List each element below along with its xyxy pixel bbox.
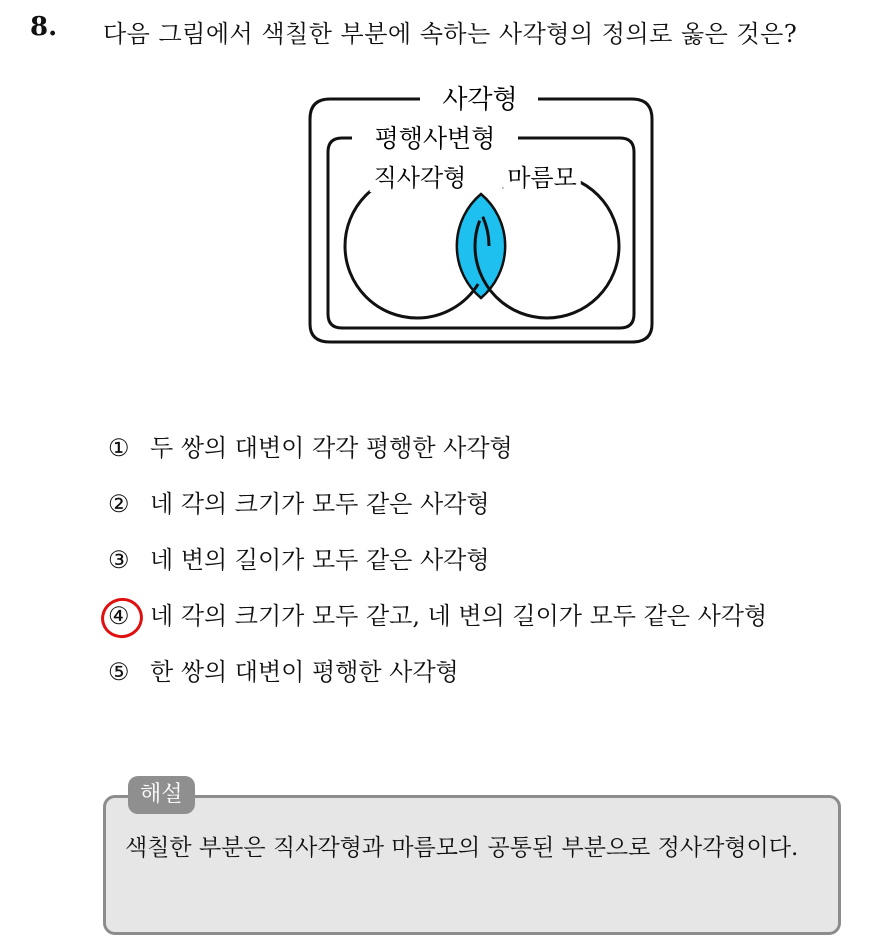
explanation-text: 색칠한 부분은 직사각형과 마름모의 공통된 부분으로 정사각형이다. (125, 835, 799, 861)
question-text: 다음 그림에서 색칠한 부분에 속하는 사각형의 정의로 옳은 것은? (103, 20, 798, 48)
choice-text: 네 각의 크기가 모두 같고, 네 변의 길이가 모두 같은 사각형 (150, 602, 768, 630)
explanation-tab: 해설 (128, 776, 195, 814)
choice-3[interactable] (108, 540, 767, 596)
choice-2[interactable] (108, 484, 767, 540)
outer-label: 사각형 (442, 85, 518, 115)
choices-list (108, 428, 767, 708)
question-number: 8. (30, 12, 58, 42)
choice-mark: ① (108, 434, 130, 462)
choice-text: 네 각의 크기가 모두 같은 사각형 (150, 490, 490, 518)
choice-mark: ② (108, 490, 130, 518)
choice-text: 네 변의 길이가 모두 같은 사각형 (150, 546, 490, 574)
choice-4[interactable] (108, 596, 767, 652)
choice-mark: ⑤ (108, 658, 130, 686)
middle-label: 평행사변형 (374, 124, 496, 153)
shaded-intersection (457, 194, 505, 298)
choice-text: 한 쌍의 대변이 평행한 사각형 (150, 658, 459, 686)
choice-5[interactable] (108, 652, 767, 708)
venn-diagram (300, 80, 670, 350)
right-circle-label: 마름모 (507, 164, 577, 192)
choice-mark: ③ (108, 546, 130, 574)
choice-mark-selected: ④ (108, 596, 150, 636)
choice-1[interactable] (108, 428, 767, 484)
choice-text: 두 쌍의 대변이 각각 평행한 사각형 (150, 434, 513, 462)
left-circle-label: 직사각형 (373, 164, 467, 192)
red-circle-icon (97, 593, 148, 643)
